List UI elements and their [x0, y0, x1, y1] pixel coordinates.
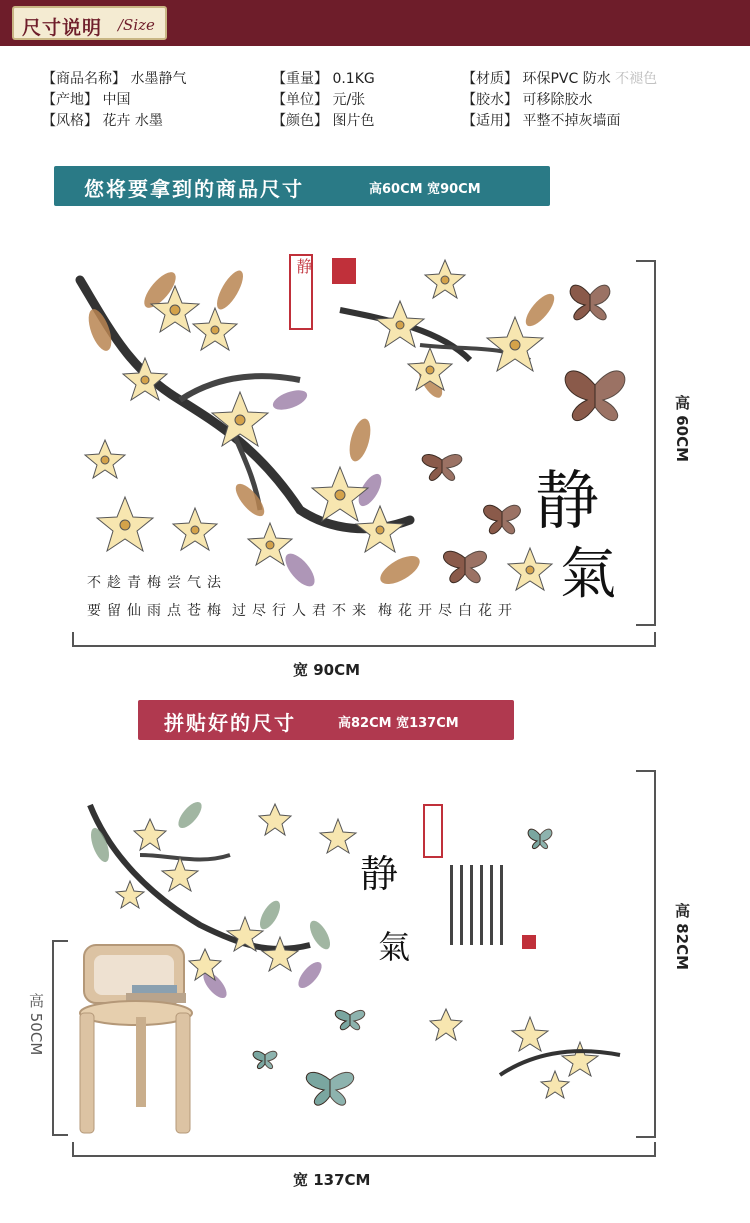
- spec-usage: 【适用】 平整不掉灰墙面: [462, 113, 621, 129]
- applied-height-tick-bottom: [636, 1136, 656, 1138]
- spec-unit: 【单位】 元/张: [272, 92, 366, 108]
- applied-height-label: 高 82CM: [673, 903, 691, 971]
- applied-size-banner: [138, 700, 514, 740]
- product-height-label: 高 60CM: [673, 395, 691, 463]
- banner1-title: 您将要拿到的商品尺寸: [84, 177, 304, 201]
- chair-height-tick-top: [52, 940, 68, 942]
- width-dim-tick-left: [72, 632, 74, 646]
- chair-height-label: 高 50CM: [27, 993, 45, 1056]
- height-dim-tick-top: [636, 260, 656, 262]
- chair-illustration: [76, 945, 196, 1135]
- product-size-banner: [54, 166, 550, 206]
- poem-line-2: 要留仙雨点苍梅: [87, 603, 227, 619]
- applied-height-tick-top: [636, 770, 656, 772]
- applied-width-tick-left: [72, 1142, 74, 1156]
- calligraphy-qi: 氣: [560, 542, 616, 607]
- calligraphy-jing: 静: [535, 465, 599, 539]
- width-dim-line: [72, 645, 656, 647]
- poem-line-3: 过尽行人君不来: [232, 603, 372, 619]
- header-bar: [0, 0, 750, 46]
- poem-line-4: 梅花开尽白花开: [378, 603, 518, 619]
- spec-style: 【风格】 花卉 水墨: [42, 113, 163, 129]
- applied-calligraphy-jing: 静: [360, 852, 399, 896]
- chair-height-dim-line: [52, 940, 54, 1136]
- banner1-dims: 高60CM 宽90CM: [369, 182, 481, 197]
- spec-origin: 【产地】 中国: [42, 92, 131, 108]
- seal-text: 静: [294, 258, 313, 274]
- applied-width-tick-right: [654, 1142, 656, 1156]
- width-dim-tick-right: [654, 632, 656, 646]
- poem-line-1: 不趁青梅尝气法: [87, 575, 227, 591]
- height-dim-line: [654, 260, 656, 626]
- header-title: 尺寸说明: [22, 17, 103, 39]
- spec-weight: 【重量】 0.1KG: [272, 71, 375, 87]
- banner2-title: 拼贴好的尺寸: [164, 711, 296, 735]
- chair-height-tick-bottom: [52, 1134, 68, 1136]
- applied-height-dim-line: [654, 770, 656, 1138]
- banner2-dims: 高82CM 宽137CM: [338, 716, 459, 731]
- header-subtitle: /Size: [118, 16, 155, 34]
- applied-width-label: 宽 137CM: [293, 1171, 371, 1189]
- product-width-label: 宽 90CM: [293, 661, 361, 679]
- spec-glue: 【胶水】 可移除胶水: [462, 92, 593, 108]
- spec-material: 【材质】 环保PVC 防水 不褪色: [462, 71, 658, 87]
- height-dim-tick-bottom: [636, 624, 656, 626]
- size-tag: [12, 6, 167, 40]
- applied-calligraphy-qi: 氣: [378, 928, 411, 966]
- spec-name: 【商品名称】 水墨静气: [42, 71, 187, 87]
- applied-width-dim-line: [72, 1155, 656, 1157]
- spec-color: 【颜色】 图片色: [272, 113, 375, 129]
